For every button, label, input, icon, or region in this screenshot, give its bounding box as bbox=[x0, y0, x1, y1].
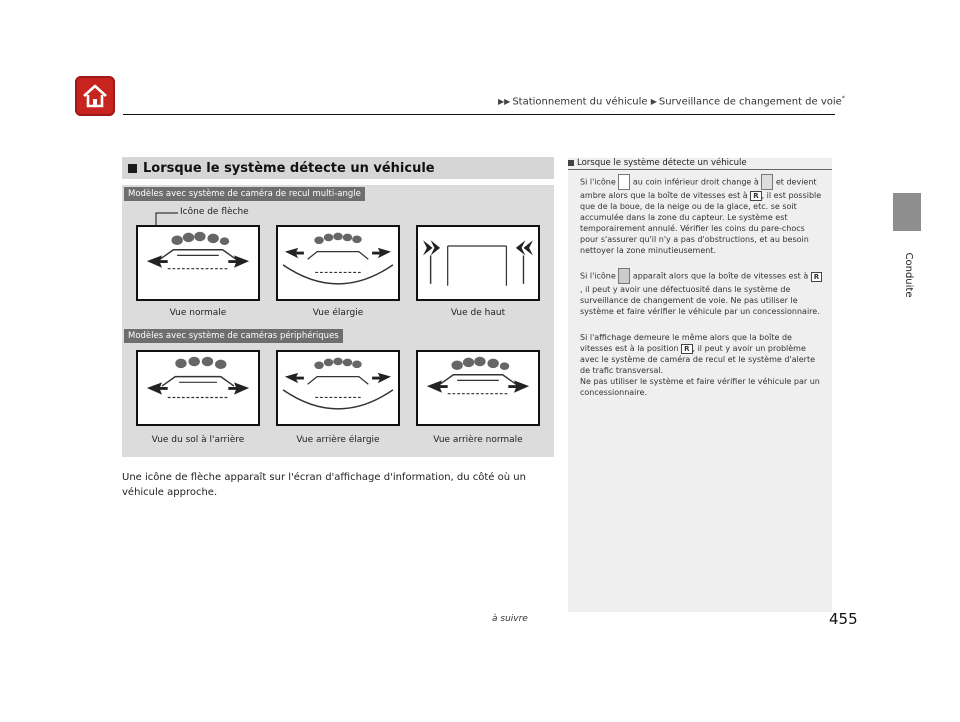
camera-screen-wide-view bbox=[276, 225, 400, 301]
note-paragraph-1 bbox=[580, 174, 824, 256]
camera-screen-normal-rear-view bbox=[416, 350, 540, 426]
breadcrumb-arrow-icon: ▶▶ bbox=[498, 97, 511, 107]
caption-ground-view: Vue du sol à l'arrière bbox=[151, 435, 245, 445]
breadcrumb-arrow-icon: ▶ bbox=[650, 97, 657, 107]
arrow-icon-label: Icône de flèche bbox=[180, 207, 249, 217]
note-title-text: Lorsque le système détecte un véhicule bbox=[577, 158, 747, 168]
note-paragraph-2 bbox=[580, 268, 824, 317]
sensor-blocked-icon bbox=[761, 174, 773, 190]
note-text: Si l'affichage demeure le même alors que la boîte de vitesses est à la position bbox=[580, 333, 792, 353]
rear-camera-image bbox=[278, 227, 398, 299]
body-paragraph: Une icône de flèche apparaît sur l'écran d'affichage d'information, du côté où un véhicule approche. bbox=[122, 472, 526, 498]
note-divider bbox=[568, 169, 832, 170]
system-fault-icon bbox=[618, 268, 630, 284]
header-divider bbox=[123, 114, 835, 115]
camera-screen-normal-view bbox=[136, 225, 260, 301]
note-paragraph-3 bbox=[580, 332, 824, 398]
caption-wide-view: Vue élargie bbox=[312, 308, 364, 318]
gear-r-icon: R bbox=[811, 272, 822, 282]
gear-r-icon: R bbox=[750, 191, 761, 201]
section-title: Lorsque le système détecte un véhicule bbox=[143, 160, 435, 176]
camera-screen-ground-view bbox=[136, 350, 260, 426]
model-tag-surround-view: Modèles avec système de caméras périphériques bbox=[124, 329, 343, 343]
note-text: et devient ambre alors que la boîte de vitesses est à bbox=[580, 177, 817, 200]
breadcrumb-item-lane-watch[interactable]: Surveillance de changement de voie bbox=[658, 96, 842, 108]
rear-camera-image bbox=[278, 352, 398, 424]
note-text: , il peut y avoir un problème avec le système de caméra de recul et le système d'alerte de trafic transversal. bbox=[580, 344, 816, 375]
rear-camera-image bbox=[138, 227, 258, 299]
continued-label: à suivre bbox=[492, 614, 528, 624]
caption-wide-rear-view: Vue arrière élargie bbox=[296, 435, 380, 445]
camera-screen-wide-rear-view bbox=[276, 350, 400, 426]
section-bullet-icon bbox=[128, 164, 137, 173]
home-icon bbox=[81, 83, 109, 109]
breadcrumb bbox=[498, 95, 845, 107]
caption-top-view: Vue de haut bbox=[450, 308, 506, 318]
note-text: , il est possible que de la boue, de la neige ou de la glace, etc. se soit accumulée dans la zone du capteur. Le système est temporairement annulé. Vérifier les coins du pare-chocs pour s'assurer qu'il n'y a pas d'obstructions, et au besoin nettoyer la zone minutieusement. bbox=[580, 191, 822, 255]
footnote-mark: * bbox=[841, 95, 845, 102]
side-note bbox=[568, 158, 832, 612]
chapter-label: Conduite bbox=[903, 252, 914, 298]
model-tag-multi-angle: Modèles avec système de caméra de recul multi-angle bbox=[124, 187, 365, 201]
gear-r-icon: R bbox=[681, 344, 692, 354]
note-text: au coin inférieur droit change à bbox=[632, 177, 759, 187]
note-text: apparaît alors que la boîte de vitesses est à bbox=[632, 271, 809, 281]
rear-camera-image bbox=[138, 352, 258, 424]
caption-normal-rear-view: Vue arrière normale bbox=[433, 435, 523, 445]
breadcrumb-item-parking[interactable]: Stationnement du véhicule bbox=[512, 96, 648, 108]
note-text: Ne pas utiliser le système et faire vérifier le véhicule par un concessionnaire. bbox=[580, 377, 820, 397]
note-title bbox=[568, 158, 747, 168]
note-bullet-icon bbox=[568, 160, 574, 166]
figure-panel bbox=[122, 185, 554, 457]
home-button[interactable] bbox=[75, 76, 115, 116]
camera-screen-top-view bbox=[416, 225, 540, 301]
page-number: 455 bbox=[829, 610, 858, 628]
caption-normal-view: Vue normale bbox=[169, 308, 227, 318]
note-text: , il peut y avoir une défectuosité dans le système de surveillance de changement de voie. Ne pas utiliser le système et faire vérifier le véhicule par un concessionnaire. bbox=[580, 285, 820, 316]
note-text: Si l'icône bbox=[580, 271, 616, 281]
rear-camera-image bbox=[418, 227, 538, 299]
section-heading bbox=[122, 157, 554, 179]
sensor-normal-icon bbox=[618, 174, 630, 190]
rear-camera-image bbox=[418, 352, 538, 424]
note-text: Si l'icône bbox=[580, 177, 616, 187]
